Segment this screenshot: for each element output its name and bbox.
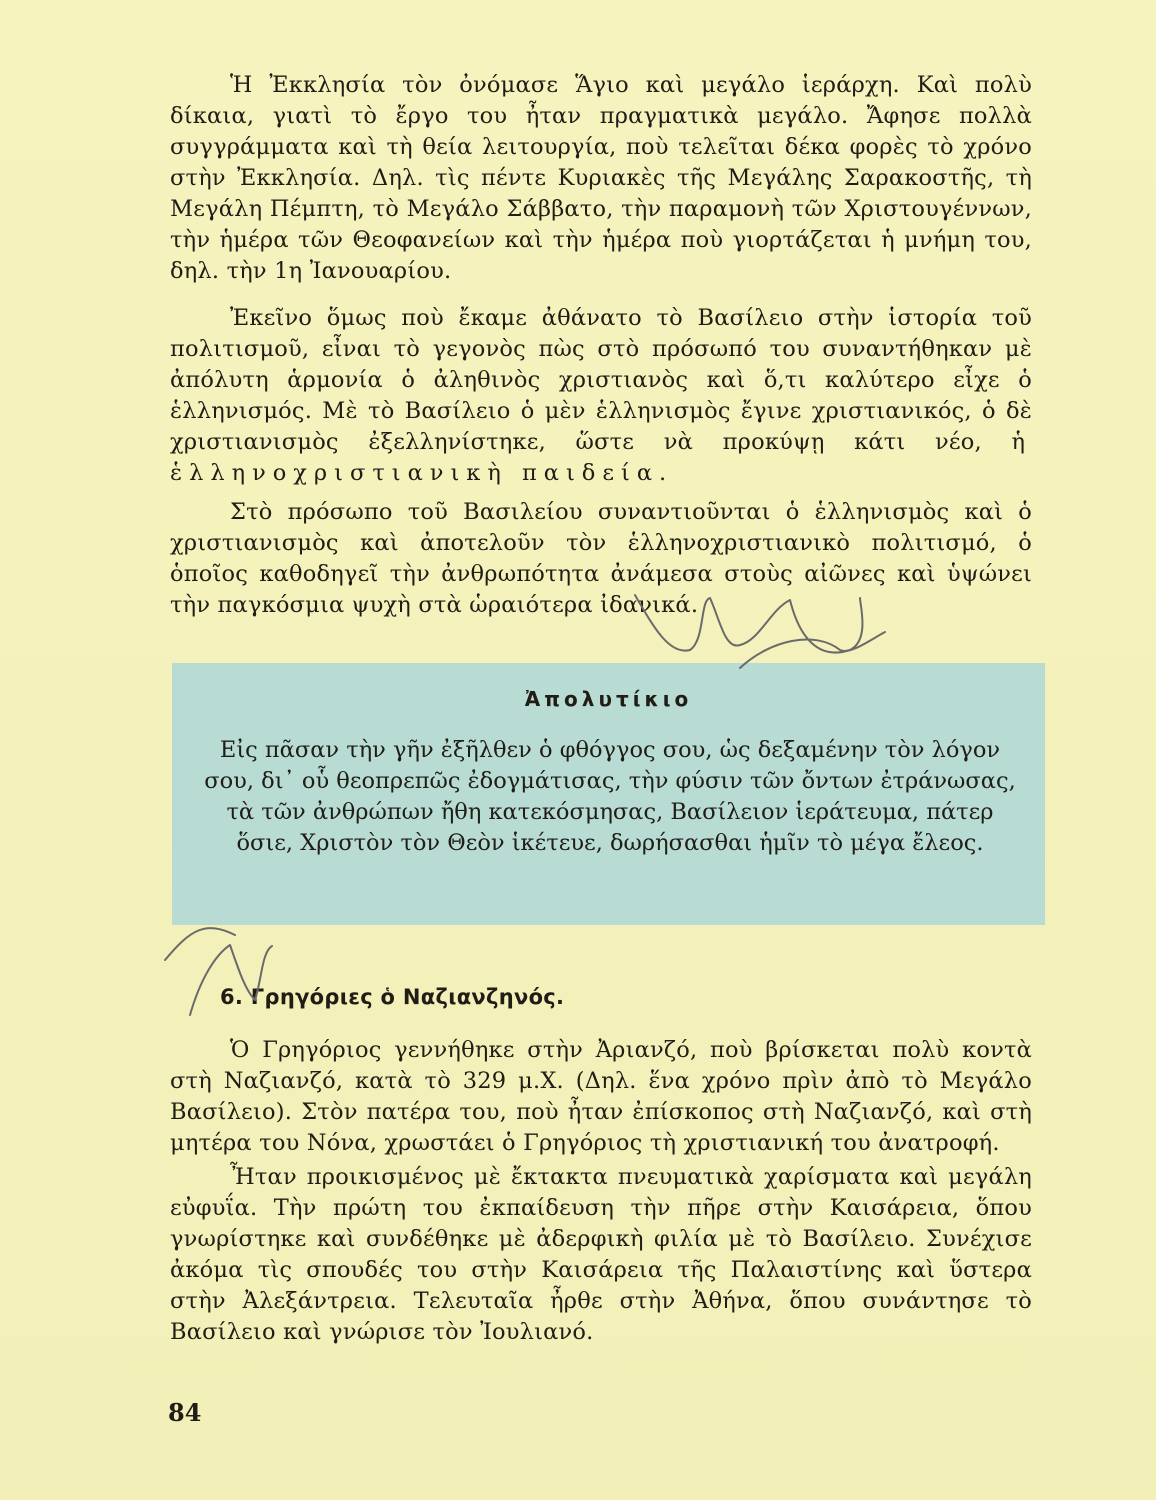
page-number: 84 [168, 1398, 202, 1427]
apolytikion-box [172, 663, 1045, 925]
section-heading: 6. Γρηγόριες ὁ Ναζιανζηνός. [220, 985, 565, 1009]
legacy-paragraph [170, 303, 1032, 489]
gregory-studies-paragraph: Ἦταν προικισμένος μὲ ἔκτακτα πνευματικὰ χαρίσματα καὶ μεγάλη εὐφυΐα. Τὴν πρώτη του ἐκπαίδευση τὴν πῆρε στὴν Καισάρεια, ὅπου γνωρίστηκε καὶ συνδέθηκε μὲ ἀδερφικὴ φιλία μὲ τὸ Βασίλειο. Συνέχισε ἀκόμα τὶς σπουδές του στὴν Καισάρεια τῆς Παλαιστίνης καὶ ὕστερα στὴν Ἀλεξάντρεια. Τελευταῖα ἦρθε στὴν Ἀθήνα, ὅπου συνάντησε τὸ Βασίλειο καὶ γνώρισε τὸν Ἰουλιανό. [170, 1164, 1032, 1345]
apolytikion-text: Εἰς πᾶσαν τὴν γῆν ἐξῆλθεν ὁ φθόγγος σου, ὡς δεξαμένην τὸν λόγον σου, δι᾿ οὗ θεοπρεπῶς ἐδογμάτισας, τὴν φύσιν τῶν ὄντων ἐτράνωσας, τὰ τῶν ἀνθρώπων ἤθη κατεκόσμησας, Βασίλειον ἱεράτευμα, πάτερ ὅσιε, Χριστὸν τὸν Θεὸν ἱκέτευε, δωρήσασθαι ἡμῖν τὸ μέγα ἔλεος. [204, 737, 1016, 856]
gregory-birth-paragraph: Ὁ Γρηγόριος γεννήθηκε στὴν Ἀριανζό, ποὺ βρίσκεται πολὺ κοντὰ στὴ Ναζιανζό, κατὰ τὸ 329 μ.Χ. (Δηλ. ἕνα χρόνο πρὶν ἀπὸ τὸ Μεγάλο Βασίλειο). Στὸν πατέρα του, ποὺ ἦταν ἐπίσκοπος στὴ Ναζιανζό, καὶ στὴ μητέρα του Νόνα, χρωστάει ὁ Γρηγόριος τὴ χριστιανική του ἀνατροφή. [170, 1037, 1032, 1156]
legacy-end: . [659, 460, 667, 486]
legacy-text: Ἐκεῖνο ὅμως ποὺ ἔκαμε ἀθάνατο τὸ Βασίλειο στὴν ἱστορία τοῦ πολιτισμοῦ, εἶναι τὸ γεγονὸς πὼς στὸ πρόσωπό του συναντήθηκαν μὲ ἀπόλυτη ἁρμονία ὁ ἀληθινὸς χριστιανὸς καὶ ὅ,τι καλύτερο εἶχε ὁ ἑλληνισμός. Μὲ τὸ Βασίλειο ὁ μὲν ἑλληνισμὸς ἔγινε χριστιανικός, ὁ δὲ χριστιανισμὸς ἐξελληνίστηκε, ὥστε νὰ προκύψῃ κάτι νέο, [170, 305, 1032, 455]
intro-paragraph: Ἡ Ἐκκλησία τὸν ὀνόμασε Ἅγιο καὶ μεγάλο ἱεράρχη. Καὶ πολὺ δίκαια, γιατὶ τὸ ἔργο του ἦταν πραγματικὰ μεγάλο. Ἄφησε πολλὰ συγγράμματα καὶ τὴ θεία λειτουργία, ποὺ τελεῖται δέκα φορὲς τὸ χρόνο στὴν Ἐκκλησία. Δηλ. τὶς πέντε Κυριακὲς τῆς Μεγάλης Σαρακοστῆς, τὴ Μεγάλη Πέμπτη, τὸ Μεγάλο Σάββατο, τὴν παραμονὴ τῶν Χριστουγέννων, τὴν ἡμέρα τῶν Θεοφανείων καὶ τὴν ἡμέρα ποὺ γιορτάζεται ἡ μνήμη του, δηλ. τὴν 1η Ἰανουαρίου. [170, 72, 1032, 284]
legacy-emphasis: ἡ ἑλληνοχριστιανικὴ παιδεία [170, 429, 1032, 486]
meeting-point-paragraph: Στὸ πρόσωπο τοῦ Βασιλείου συναντιοῦνται ὁ ἑλληνισμὸς καὶ ὁ χριστιανισμὸς καὶ ἀποτελοῦν τὸν ἑλληνοχριστιανικὸ πολιτισμό, ὁ ὁποῖος καθοδηγεῖ τὴν ἀνθρωπότητα ἀνάμεσα στοὺς αἰῶνες καὶ ὑψώνει τὴν παγκόσμια ψυχὴ στὰ ὡραιότερα ἰδανικά. [170, 499, 1032, 618]
apolytikion-title: Ἀπολυτίκιο [524, 687, 693, 711]
